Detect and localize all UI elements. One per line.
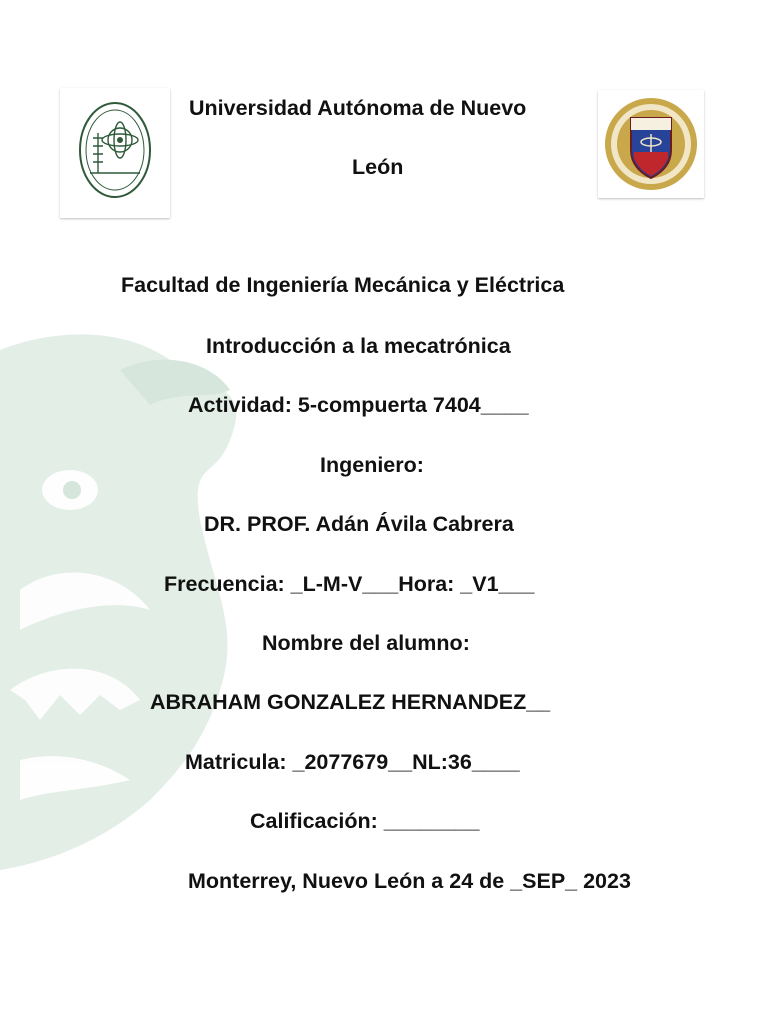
grade-line: Calificación: ________: [250, 809, 480, 833]
faculty-name: Facultad de Ingeniería Mecánica y Eléctrica: [121, 273, 565, 297]
engineer-label: Ingeniero:: [320, 453, 424, 477]
place-date-line: Monterrey, Nuevo León a 24 de _SEP_ 2023: [188, 869, 631, 893]
course-name: Introducción a la mecatrónica: [206, 334, 511, 358]
university-name-line1: Universidad Autónoma de Nuevo: [189, 96, 527, 120]
student-label: Nombre del alumno:: [262, 631, 470, 655]
university-name-line2: León: [352, 155, 404, 179]
uanl-shield-seal-icon: [598, 90, 704, 198]
uanl-logo: [598, 90, 704, 198]
student-name: ABRAHAM GONZALEZ HERNANDEZ__: [150, 690, 551, 714]
fime-logo: [60, 88, 170, 218]
activity-line: Actividad: 5-compuerta 7404____: [188, 393, 529, 417]
fime-seal-icon: [60, 88, 170, 218]
schedule-line: Frecuencia: _L-M-V___Hora: _V1___: [164, 572, 535, 596]
student-id-line: Matricula: _2077679__NL:36____: [185, 750, 520, 774]
engineer-name: DR. PROF. Adán Ávila Cabrera: [204, 512, 514, 536]
